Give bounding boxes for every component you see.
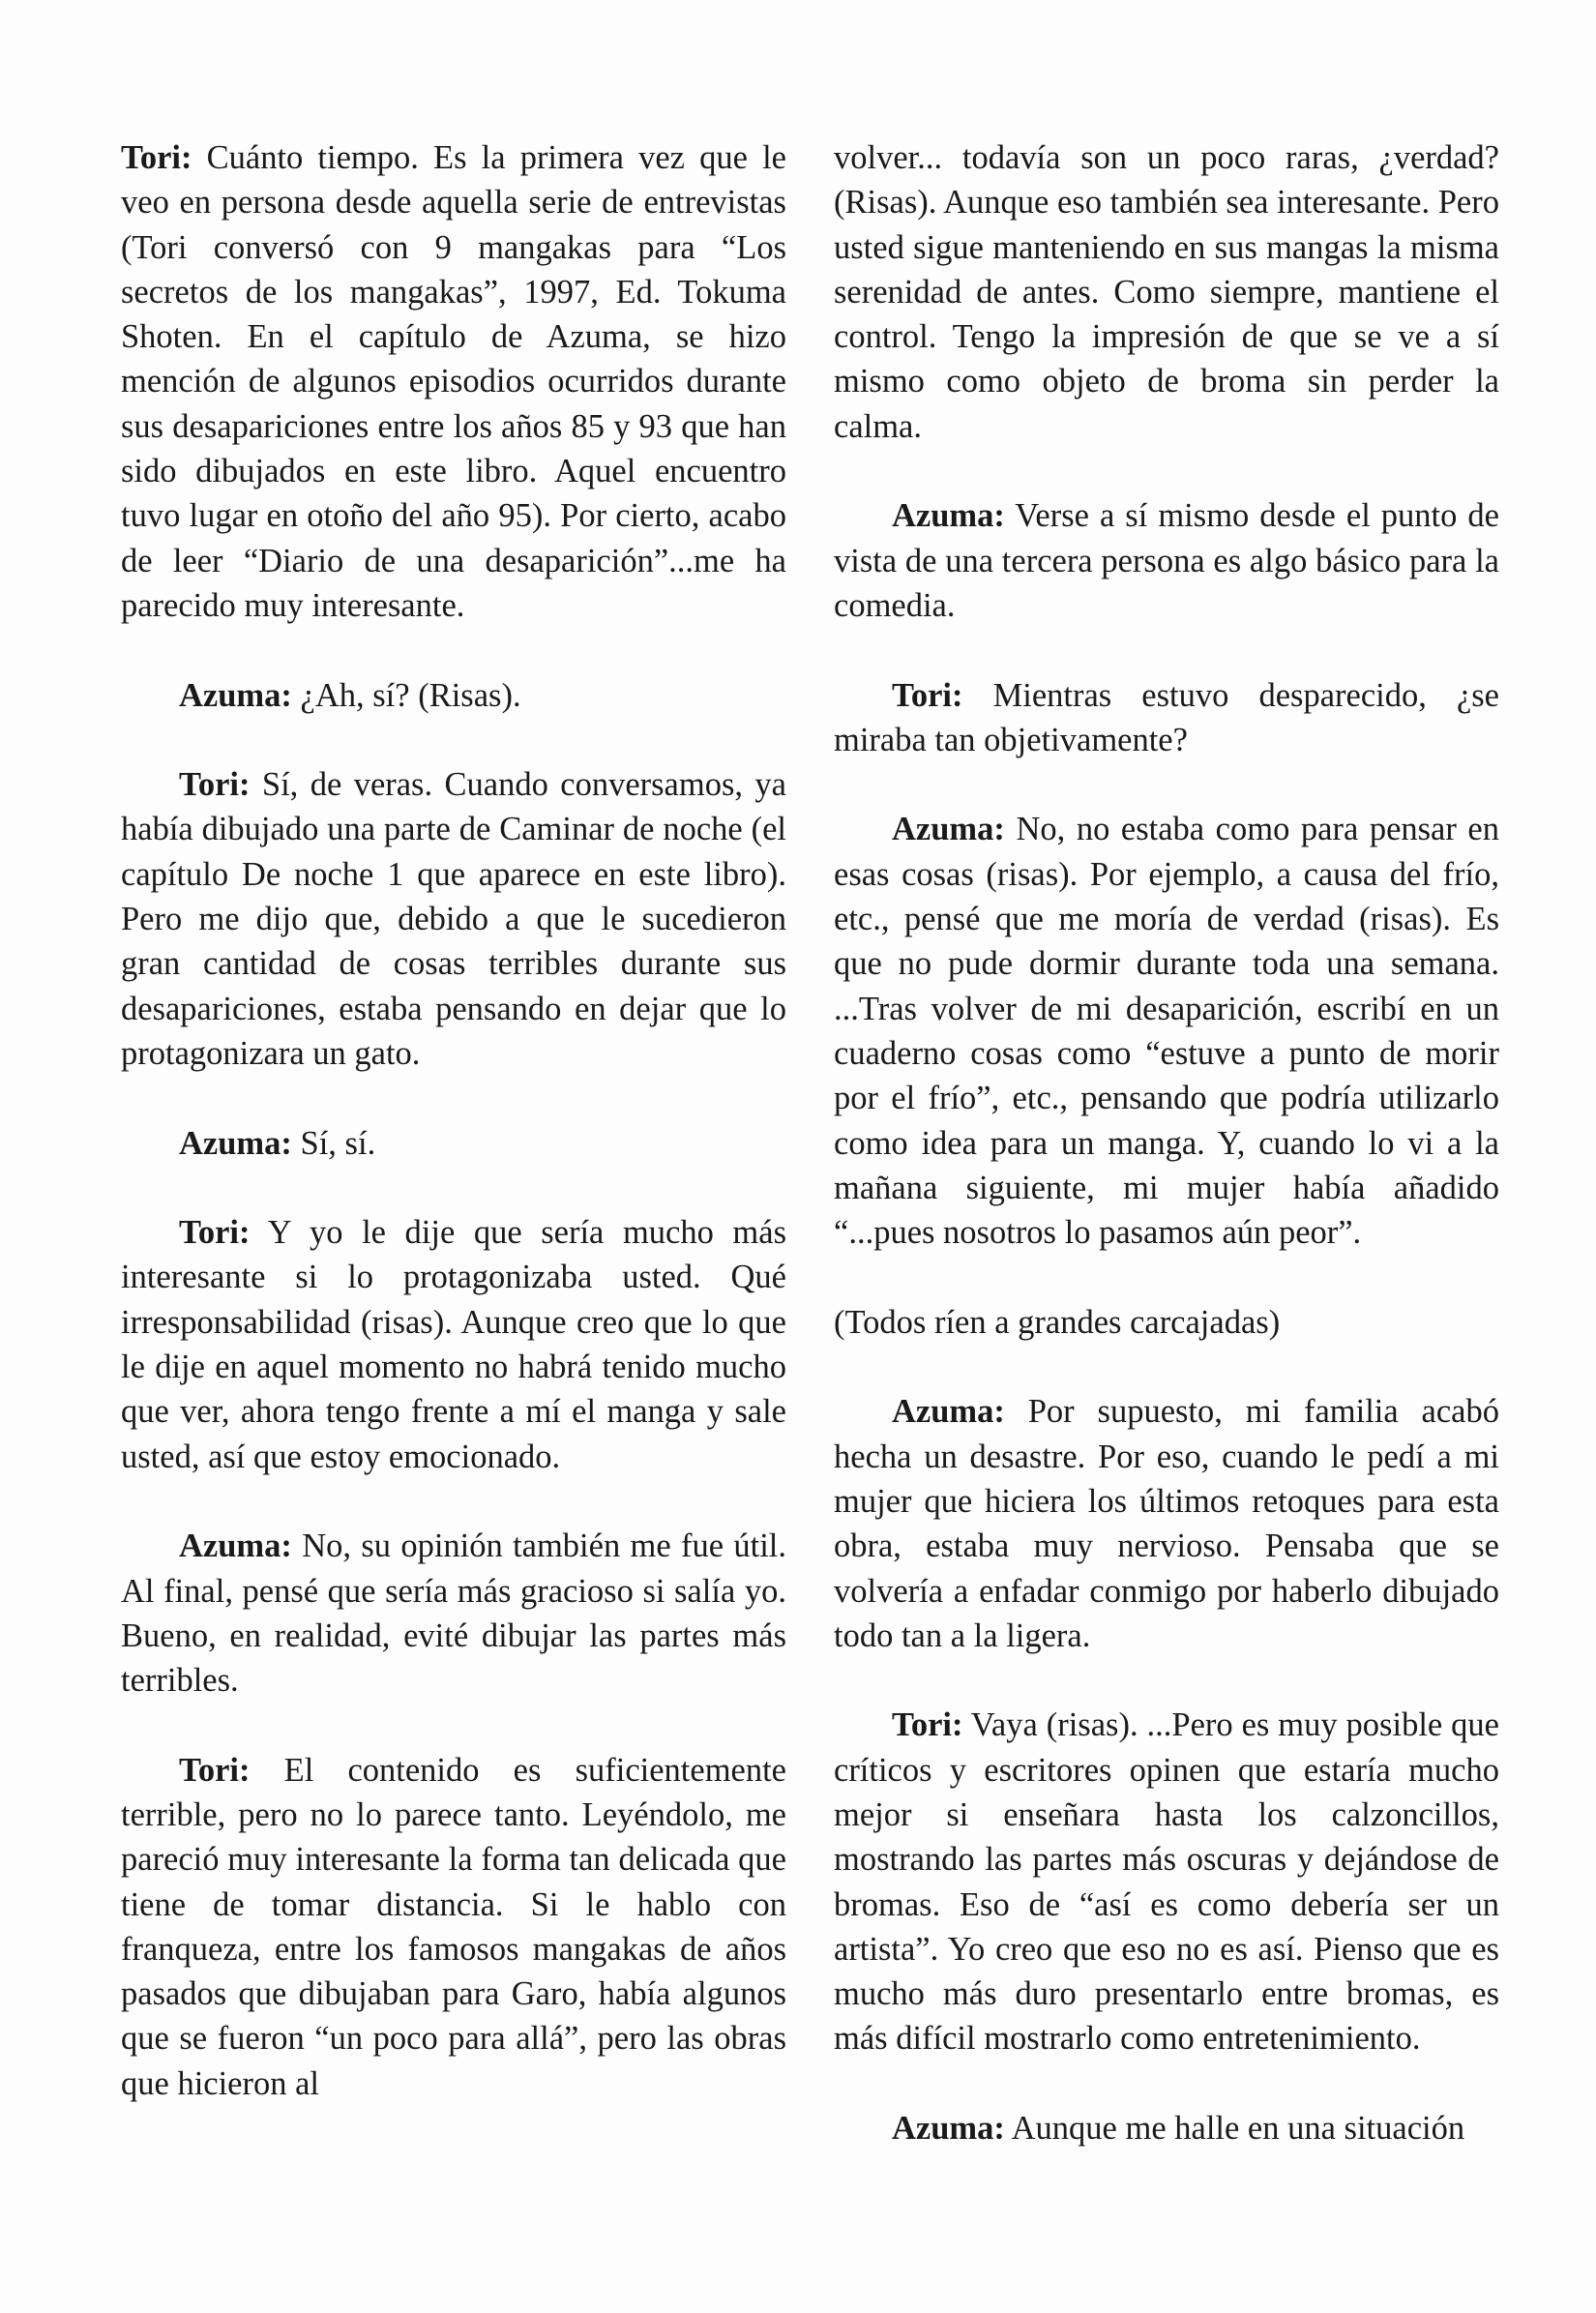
paragraph (834, 493, 1499, 628)
left-column (121, 135, 786, 2106)
paragraph-text: Mientras estuvo desparecido, ¿se miraba tan objetivamente? (834, 676, 1499, 758)
paragraph-text: Y yo le dije que sería mucho más interesante si lo protagonizaba usted. Qué irresponsabilidad (risas). Aunque creo que lo que le dije en aquel momento no habrá tenido mucho que ver, ahora tengo frente a mí el manga y sale usted, así que estoy emocionado. (121, 1214, 786, 1475)
speaker-label: Tori: (179, 1214, 251, 1252)
paragraph (121, 1121, 786, 1166)
paragraph-text: Verse a sí mismo desde el punto de vista de una tercera persona es algo básico para la comedia. (834, 497, 1499, 624)
paragraph-text: Vaya (risas). ...Pero es muy posible que críticos y escritores opinen que estaría mucho mejor si enseñara hasta los calzoncillos, mostrando las partes más oscuras y dejándose de bromas. Eso de “así es como debería ser un artista”. Yo creo que eso no es así. Pienso que es mucho más duro presentarlo entre bromas, es más difícil mostrarlo como entretenimiento. (834, 1706, 1499, 2058)
paragraph-text: Sí, de veras. Cuando conversamos, ya había dibujado una parte de Caminar de noche (el capítulo De noche 1 que aparece en este libro). Pero me dijo que, debido a que le sucedieron gran cantidad de cosas terribles durante sus desapariciones, estaba pensando en dejar que lo protagonizara un gato. (121, 766, 786, 1072)
stage-direction (834, 1300, 1499, 1345)
paragraph (121, 135, 786, 628)
paragraph-text: volver... todavía son un poco raras, ¿verdad? (Risas). Aunque eso también sea interesante. Pero usted sigue manteniendo en sus mangas la misma serenidad de antes. Como siempre, mantiene el control. Tengo la impresión de que se ve a sí mismo como objeto de broma sin perder la calma. (834, 139, 1499, 445)
speaker-label: Azuma: (892, 2110, 1005, 2148)
paragraph (121, 1524, 786, 1703)
speaker-label: Azuma: (892, 1393, 1005, 1431)
paragraph (834, 807, 1499, 1255)
paragraph-text: Aunque me halle en una situación (1004, 2110, 1465, 2148)
speaker-label: Azuma: (179, 1527, 292, 1565)
speaker-label: Azuma: (179, 676, 292, 714)
paragraph-text: ¿Ah, sí? (Risas). (291, 676, 521, 714)
paragraph-text: No, su opinión también me fue útil. Al final, pensé que sería más gracioso si salía yo. Bueno, en realidad, evité dibujar las partes más terribles. (121, 1527, 786, 1700)
paragraph (121, 762, 786, 1076)
paragraph-text: El contenido es suficientemente terrible, pero no lo parece tanto. Leyéndolo, me pareció muy interesante la forma tan delicada que tiene de tomar distancia. Si le hablo con franqueza, entre los famosos mangakas de años pasados que dibujaban para Garo, había algunos que se fueron “un poco para allá”, pero las obras que hicieron al (121, 1751, 786, 2102)
paragraph (834, 1703, 1499, 2061)
paragraph-text: Cuánto tiempo. Es la primera vez que le veo en persona desde aquella serie de entrevistas (Tori conversó con 9 mangakas para “Los secretos de los mangakas”, 1997, Ed. Tokuma Shoten. En el capítulo de Azuma, se hizo mención de algunos episodios ocurridos durante sus desapariciones entre los años 85 y 93 que han sido dibujados en este libro. Aquel encuentro tuvo lugar en otoño del año 95). Por cierto, acabo de leer “Diario de una desaparición”...me ha parecido muy interesante. (121, 139, 786, 624)
speaker-label: Tori: (892, 1706, 963, 1744)
paragraph (834, 135, 1499, 449)
speaker-label: Tori: (892, 676, 963, 714)
paragraph (121, 1210, 786, 1479)
speaker-label: Tori: (121, 139, 192, 176)
paragraph-text: Sí, sí. (291, 1124, 376, 1162)
speaker-label: Tori: (179, 1751, 251, 1789)
paragraph (834, 2106, 1499, 2150)
paragraph (121, 1748, 786, 2106)
speaker-label: Azuma: (179, 1124, 292, 1162)
paragraph (834, 673, 1499, 763)
paragraph-text: (Todos ríen a grandes carcajadas) (834, 1303, 1281, 1341)
paragraph-text: No, no estaba como para pensar en esas cosas (risas). Por ejemplo, a causa del frío, etc., pensé que me moría de verdad (risas). Es que no pude dormir durante toda una semana. ...Tras volver de mi desaparición, escribí en un cuaderno cosas como “estuve a punto de morir por el frío”, etc., pensando que podría utilizarlo como idea para un manga. Y, cuando lo vi a la mañana siguiente, mi mujer había añadido “...pues nosotros lo pasamos aún peor”. (834, 811, 1499, 1252)
speaker-label: Tori: (179, 766, 251, 804)
right-column (834, 135, 1499, 2150)
paragraph (834, 1389, 1499, 1658)
speaker-label: Azuma: (892, 811, 1005, 848)
paragraph-text: Por supuesto, mi familia acabó hecha un desastre. Por eso, cuando le pedí a mi mujer que hiciera los últimos retoques para esta obra, estaba muy nervioso. Pensaba que se volvería a enfadar conmigo por haberlo dibujado todo tan a la ligera. (834, 1393, 1499, 1654)
speaker-label: Azuma: (892, 497, 1005, 535)
paragraph (121, 673, 786, 718)
